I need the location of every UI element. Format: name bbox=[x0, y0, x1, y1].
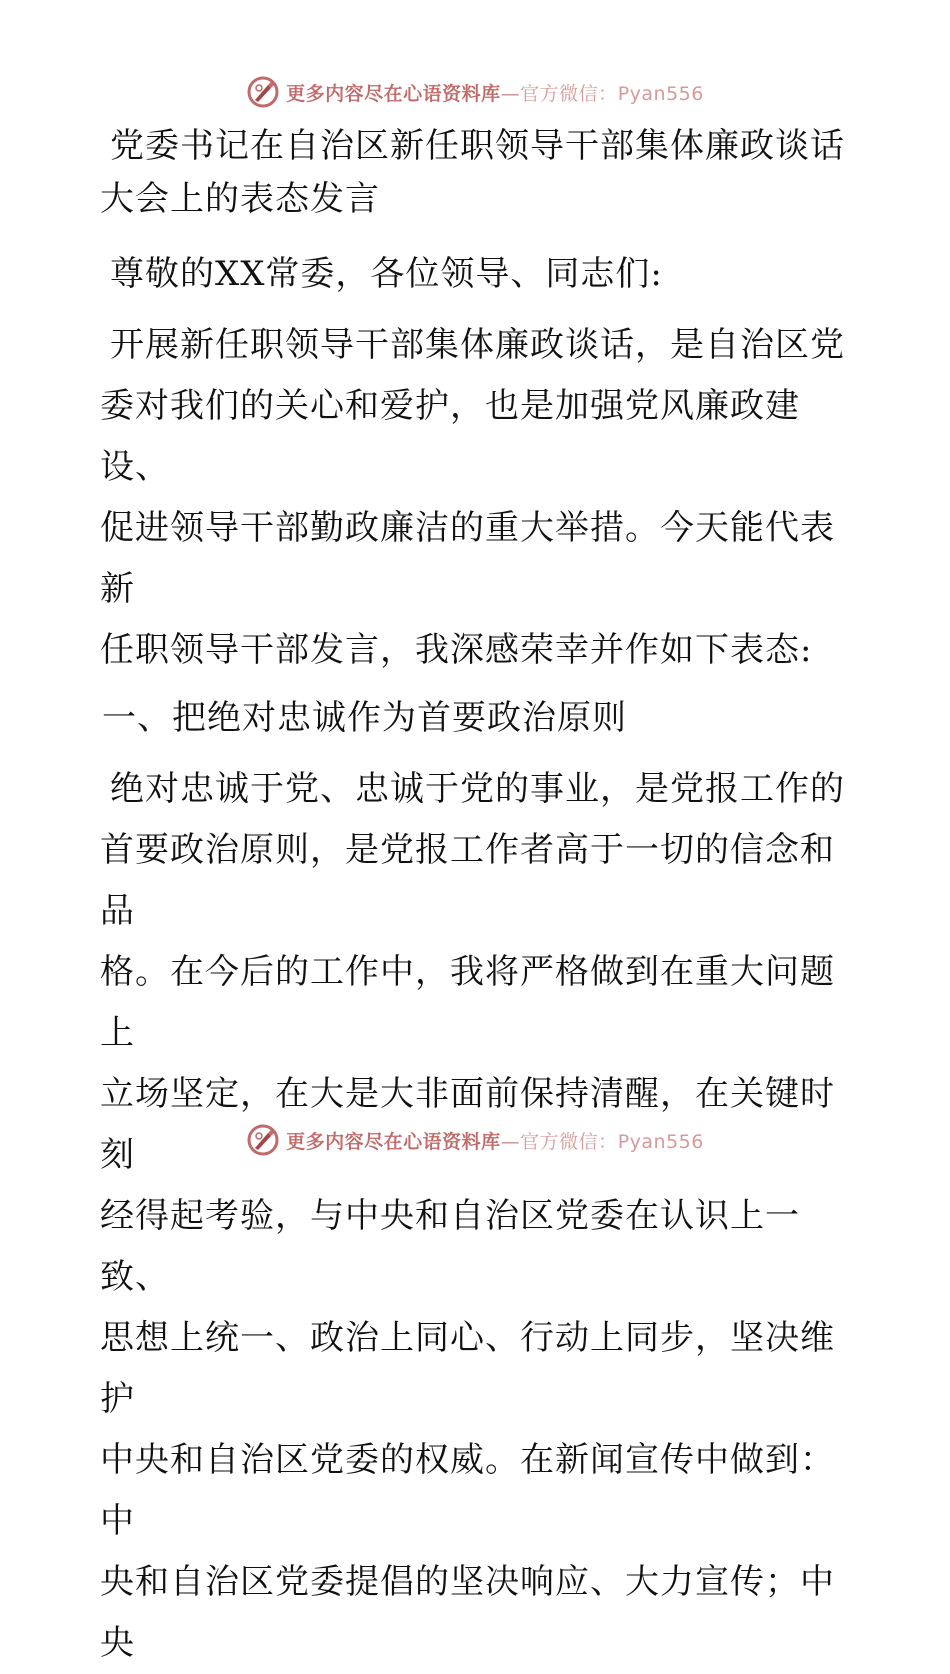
footer-banner bbox=[0, 1120, 950, 1160]
banner-wechat-label: 官方微信： bbox=[520, 82, 618, 105]
section-line: 经得起考验，与中央和自治区党委在认识上一致、 bbox=[100, 1196, 800, 1297]
banner-site-name: 更多内容尽在心语资料库 bbox=[286, 1130, 501, 1153]
banner-wechat-label: 官方微信： bbox=[520, 1130, 618, 1153]
banner-dash: — bbox=[500, 1130, 521, 1153]
section-line: 中央和自治区党委的权威。在新闻宣传中做到：中 bbox=[100, 1440, 835, 1541]
section-line: 立场坚定，在大是大非面前保持清醒，在关键时刻 bbox=[100, 1074, 835, 1175]
intro-line: 开展新任职领导干部集体廉政谈话，是自治区党 bbox=[110, 325, 845, 365]
intro-line: 委对我们的关心和爱护，也是加强党风廉政建设、 bbox=[100, 386, 800, 487]
section-line: 格。在今后的工作中，我将严格做到在重大问题上 bbox=[100, 952, 835, 1053]
section-line: 绝对忠诚于党、忠诚于党的事业，是党报工作的 bbox=[110, 769, 845, 809]
section-line: 央和自治区党委提倡的坚决响应、大力宣传；中央 bbox=[100, 1562, 835, 1663]
banner-dash: — bbox=[500, 82, 521, 105]
pen-circle-logo-icon bbox=[246, 75, 280, 109]
intro-line: 任职领导干部发言，我深感荣幸并作如下表态: bbox=[100, 630, 813, 670]
intro-line: 促进领导干部勤政廉洁的重大举措。今天能代表新 bbox=[100, 508, 835, 609]
section-line: 首要政治原则，是党报工作者高于一切的信念和品 bbox=[100, 830, 835, 931]
section-paragraph bbox=[100, 759, 860, 1674]
title-line-2: 大会上的表态发言 bbox=[100, 179, 380, 219]
pen-circle-logo-icon bbox=[246, 1123, 280, 1157]
salutation: 尊敬的XX常委，各位领导、同志们: bbox=[110, 254, 663, 294]
section-heading: 一、把绝对忠诚作为首要政治原则 bbox=[102, 698, 627, 738]
banner-wechat-id: Pyan556 bbox=[617, 82, 704, 105]
banner-site-name: 更多内容尽在心语资料库 bbox=[286, 82, 501, 105]
banner-wechat-id: Pyan556 bbox=[617, 1130, 704, 1153]
header-banner bbox=[0, 72, 950, 112]
section-line: 思想上统一、政治上同心、行动上同步，坚决维护 bbox=[100, 1318, 835, 1419]
document-body bbox=[100, 120, 860, 1674]
document-title bbox=[100, 120, 860, 226]
title-line-1: 党委书记在自治区新任职领导干部集体廉政谈话 bbox=[110, 126, 845, 166]
intro-paragraph bbox=[100, 315, 860, 681]
